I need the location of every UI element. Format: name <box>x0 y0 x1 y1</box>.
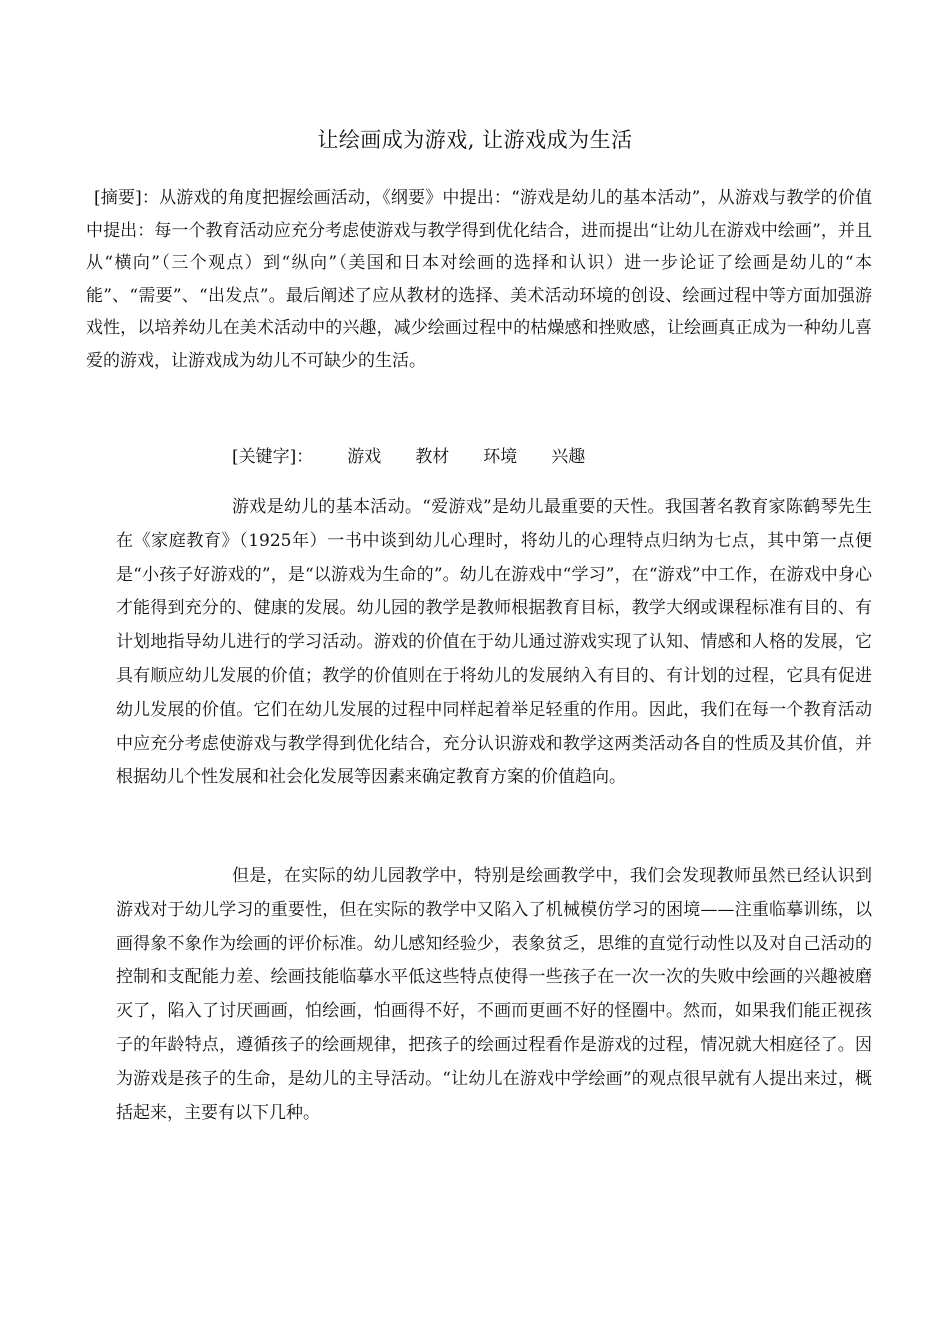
body-paragraph-1: 游戏是幼儿的基本活动。“爱游戏”是幼儿最重要的天性。我国著名教育家陈鹤琴先生在《家庭教育》（1925年）一书中谈到幼儿心理时，将幼儿的心理特点归纳为七点，其中第一点便是“小孩子好游戏的”，是“以游戏为生命的”。幼儿在游戏中“学习”，在“游戏”中工作，在游戏中身心才能得到充分的、健康的发展。幼儿园的教学是教师根据教育目标，教学大纲或课程标准有目的、有计划地指导幼儿进行的学习活动。游戏的价值在于幼儿通过游戏实现了认知、情感和人格的发展，它具有顺应幼儿发展的价值；教学的价值则在于将幼儿的发展纳入有目的、有计划的过程，它具有促进幼儿发展的价值。它们在幼儿发展的过程中同样起着举足轻重的作用。因此，我们在每一个教育活动中应充分考虑使游戏与教学得到优化结合，充分认识游戏和教学这两类活动各自的性质及其价值，并根据幼儿个性发展和社会化发展等因素来确定教育方案的价值趋向。 <box>116 497 872 788</box>
keywords-label: [关键字]： <box>232 447 314 467</box>
keyword-item: 兴趣 <box>551 447 586 467</box>
abstract-paragraph: [摘要]：从游戏的角度把握绘画活动，《纲要》中提出：“游戏是幼儿的基本活动”，从游戏与教学的价值中提出：每一个教育活动应充分考虑使游戏与教学得到优化结合，进而提出“让幼儿在游戏中绘画”，并且从“横向”（三个观点）到“纵向”（美国和日本对绘画的选择和认识）进一步论证了绘画是幼儿的“本能”、“需要”、“出发点”。最后阐述了应从教材的选择、美术活动环境的创设、绘画过程中等方面加强游戏性，以培养幼儿在美术活动中的兴趣，减少绘画过程中的枯燥感和挫败感，让绘画真正成为一种幼儿喜爱的游戏，让游戏成为幼儿不可缺少的生活。 <box>86 188 872 371</box>
keywords-line <box>232 441 585 473</box>
body-paragraph-2: 但是，在实际的幼儿园教学中，特别是绘画教学中，我们会发现教师虽然已经认识到游戏对于幼儿学习的重要性，但在实际的教学中又陷入了机械模仿学习的困境——注重临摹训练，以画得象不象作为绘画的评价标准。幼儿感知经验少，表象贫乏，思维的直觉行动性以及对自己活动的控制和支配能力差、绘画技能临摹水平低这些特点使得一些孩子在一次一次的失败中绘画的兴趣被磨灭了，陷入了讨厌画画，怕绘画，怕画得不好，不画而更画不好的怪圈中。然而，如果我们能正视孩子的年龄特点，遵循孩子的绘画规律，把孩子的绘画过程看作是游戏的过程，情况就大相庭径了。因为游戏是孩子的生命，是幼儿的主导活动。“让幼儿在游戏中学绘画”的观点很早就有人提出来过，概括起来，主要有以下几种。 <box>116 866 872 1123</box>
keyword-item: 游戏 <box>347 447 382 467</box>
keyword-item: 环境 <box>483 447 518 467</box>
document-title: 让绘画成为游戏, 让游戏成为生活 <box>317 128 633 152</box>
keyword-item: 教材 <box>415 447 450 467</box>
